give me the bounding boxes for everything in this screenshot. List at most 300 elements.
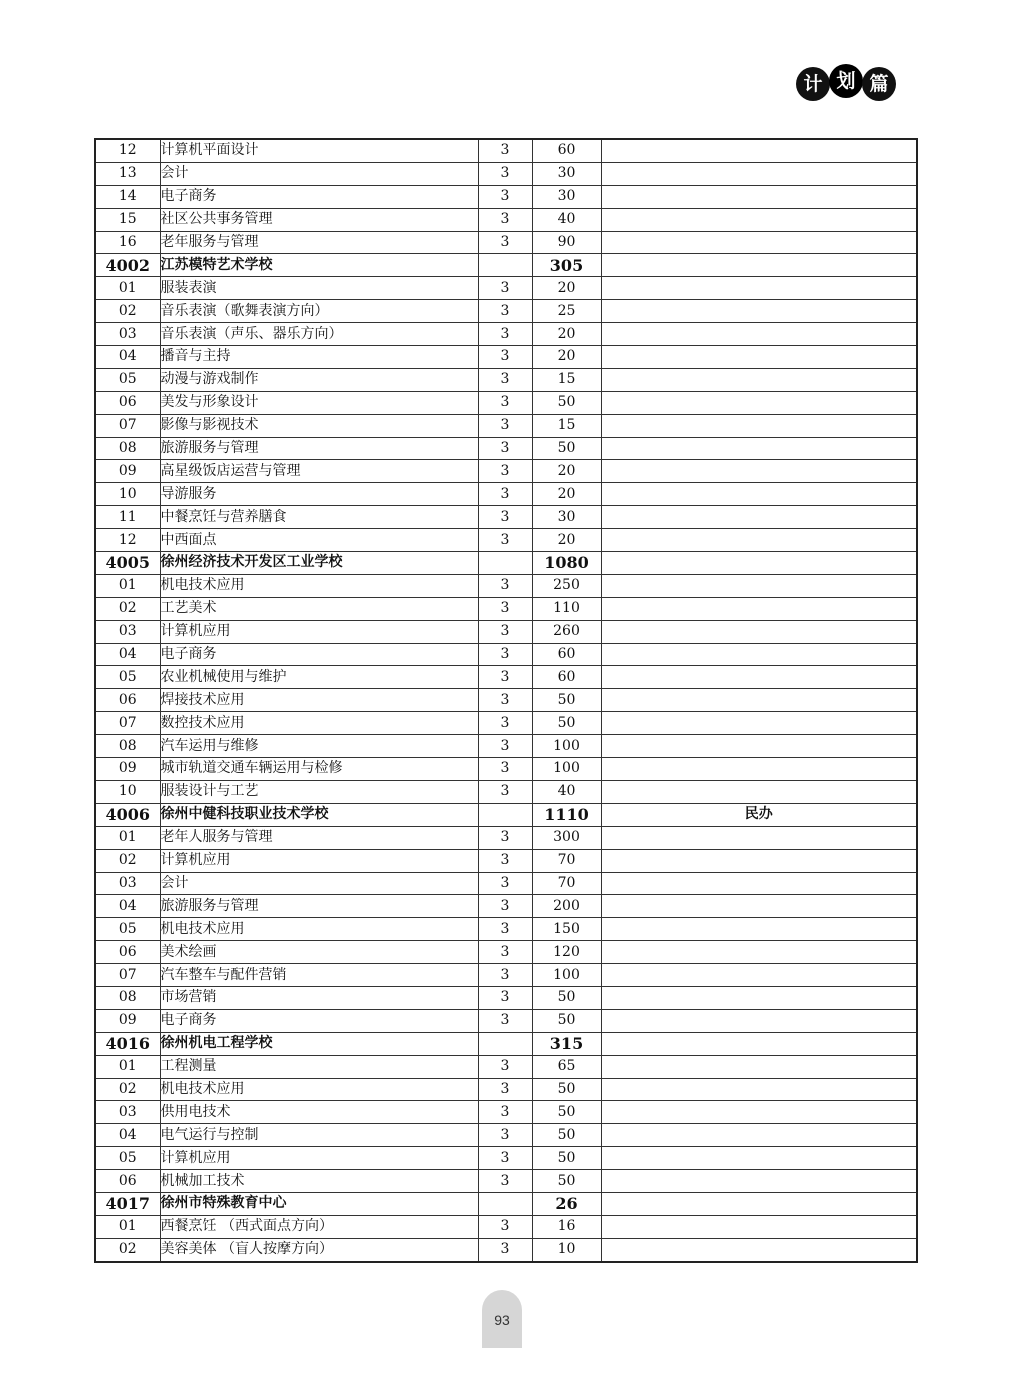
cell-years: 3 bbox=[478, 597, 532, 620]
table-row bbox=[95, 918, 917, 941]
cell-code: 01 bbox=[95, 574, 160, 597]
cell-note bbox=[601, 620, 917, 643]
table-row bbox=[95, 895, 917, 918]
table-row bbox=[95, 666, 917, 689]
logo-char-3: 篇 bbox=[862, 67, 896, 101]
cell-code: 4005 bbox=[95, 552, 160, 575]
cell-count: 100 bbox=[532, 758, 601, 781]
cell-name: 机电技术应用 bbox=[160, 574, 478, 597]
cell-note bbox=[601, 506, 917, 529]
cell-name: 服装设计与工艺 bbox=[160, 780, 478, 803]
cell-note bbox=[601, 826, 917, 849]
cell-name: 美发与形象设计 bbox=[160, 391, 478, 414]
cell-years: 3 bbox=[478, 872, 532, 895]
cell-code: 01 bbox=[95, 1055, 160, 1078]
cell-name: 供用电技术 bbox=[160, 1101, 478, 1124]
table-row bbox=[95, 620, 917, 643]
table-row bbox=[95, 414, 917, 437]
cell-note bbox=[601, 185, 917, 208]
table-row bbox=[95, 368, 917, 391]
cell-years: 3 bbox=[478, 620, 532, 643]
table-row bbox=[95, 1215, 917, 1238]
cell-code: 09 bbox=[95, 460, 160, 483]
logo-char-1: 计 bbox=[796, 67, 830, 101]
cell-code: 05 bbox=[95, 918, 160, 941]
cell-count: 50 bbox=[532, 1147, 601, 1170]
cell-name: 徐州经济技术开发区工业学校 bbox=[160, 552, 478, 575]
cell-years: 3 bbox=[478, 185, 532, 208]
table-row bbox=[95, 300, 917, 323]
cell-code: 14 bbox=[95, 185, 160, 208]
cell-code: 02 bbox=[95, 1238, 160, 1261]
cell-count: 65 bbox=[532, 1055, 601, 1078]
cell-note bbox=[601, 1032, 917, 1055]
cell-note bbox=[601, 1147, 917, 1170]
cell-name: 旅游服务与管理 bbox=[160, 437, 478, 460]
cell-note bbox=[601, 712, 917, 735]
cell-code: 02 bbox=[95, 1078, 160, 1101]
cell-years: 3 bbox=[478, 460, 532, 483]
cell-code: 06 bbox=[95, 941, 160, 964]
cell-count: 20 bbox=[532, 529, 601, 552]
cell-years: 3 bbox=[478, 323, 532, 346]
cell-note bbox=[601, 1101, 917, 1124]
cell-years: 3 bbox=[478, 1238, 532, 1261]
table-row bbox=[95, 391, 917, 414]
cell-name: 电子商务 bbox=[160, 185, 478, 208]
cell-code: 16 bbox=[95, 231, 160, 254]
cell-code: 08 bbox=[95, 986, 160, 1009]
cell-count: 315 bbox=[532, 1032, 601, 1055]
cell-count: 50 bbox=[532, 1124, 601, 1147]
cell-code: 03 bbox=[95, 323, 160, 346]
cell-note bbox=[601, 689, 917, 712]
table-row bbox=[95, 1124, 917, 1147]
cell-count: 50 bbox=[532, 1078, 601, 1101]
cell-note bbox=[601, 300, 917, 323]
cell-years: 3 bbox=[478, 758, 532, 781]
cell-code: 02 bbox=[95, 597, 160, 620]
cell-name: 电气运行与控制 bbox=[160, 1124, 478, 1147]
cell-count: 300 bbox=[532, 826, 601, 849]
cell-name: 计算机平面设计 bbox=[160, 139, 478, 162]
table-row bbox=[95, 1147, 917, 1170]
cell-count: 10 bbox=[532, 1238, 601, 1261]
page-number-tab bbox=[482, 1290, 522, 1348]
cell-note bbox=[601, 895, 917, 918]
cell-code: 04 bbox=[95, 1124, 160, 1147]
cell-note: 民办 bbox=[601, 803, 917, 826]
cell-name: 西餐烹饪 （西式面点方向） bbox=[160, 1215, 478, 1238]
cell-years: 3 bbox=[478, 826, 532, 849]
cell-code: 12 bbox=[95, 139, 160, 162]
cell-years bbox=[478, 254, 532, 277]
cell-count: 20 bbox=[532, 460, 601, 483]
cell-note bbox=[601, 597, 917, 620]
cell-code: 03 bbox=[95, 872, 160, 895]
table-row bbox=[95, 437, 917, 460]
cell-years: 3 bbox=[478, 346, 532, 369]
cell-count: 50 bbox=[532, 437, 601, 460]
cell-name: 计算机应用 bbox=[160, 620, 478, 643]
table-row bbox=[95, 597, 917, 620]
cell-count: 50 bbox=[532, 986, 601, 1009]
cell-name: 徐州中健科技职业技术学校 bbox=[160, 803, 478, 826]
table-row bbox=[95, 483, 917, 506]
cell-years: 3 bbox=[478, 529, 532, 552]
cell-count: 120 bbox=[532, 941, 601, 964]
table-row bbox=[95, 735, 917, 758]
cell-count: 26 bbox=[532, 1192, 601, 1215]
cell-code: 07 bbox=[95, 964, 160, 987]
cell-name: 影像与影视技术 bbox=[160, 414, 478, 437]
cell-note bbox=[601, 735, 917, 758]
cell-name: 工艺美术 bbox=[160, 597, 478, 620]
cell-code: 11 bbox=[95, 506, 160, 529]
cell-code: 4006 bbox=[95, 803, 160, 826]
cell-years: 3 bbox=[478, 941, 532, 964]
cell-count: 30 bbox=[532, 162, 601, 185]
cell-name: 中餐烹饪与营养膳食 bbox=[160, 506, 478, 529]
table-row bbox=[95, 872, 917, 895]
cell-count: 20 bbox=[532, 483, 601, 506]
cell-note bbox=[601, 368, 917, 391]
cell-years: 3 bbox=[478, 483, 532, 506]
cell-code: 08 bbox=[95, 735, 160, 758]
cell-count: 40 bbox=[532, 780, 601, 803]
cell-name: 电子商务 bbox=[160, 643, 478, 666]
cell-years: 3 bbox=[478, 300, 532, 323]
cell-years: 3 bbox=[478, 1009, 532, 1032]
cell-count: 70 bbox=[532, 849, 601, 872]
cell-count: 30 bbox=[532, 185, 601, 208]
cell-years: 3 bbox=[478, 437, 532, 460]
cell-code: 13 bbox=[95, 162, 160, 185]
cell-years bbox=[478, 552, 532, 575]
cell-code: 03 bbox=[95, 620, 160, 643]
cell-years: 3 bbox=[478, 666, 532, 689]
cell-count: 16 bbox=[532, 1215, 601, 1238]
cell-note bbox=[601, 391, 917, 414]
cell-name: 社区公共事务管理 bbox=[160, 208, 478, 231]
cell-code: 03 bbox=[95, 1101, 160, 1124]
cell-code: 05 bbox=[95, 666, 160, 689]
cell-note bbox=[601, 483, 917, 506]
page-number: 93 bbox=[494, 1312, 510, 1328]
cell-name: 音乐表演（声乐、器乐方向） bbox=[160, 323, 478, 346]
table-row bbox=[95, 780, 917, 803]
table-row bbox=[95, 849, 917, 872]
cell-code: 05 bbox=[95, 1147, 160, 1170]
cell-years: 3 bbox=[478, 1078, 532, 1101]
cell-years: 3 bbox=[478, 574, 532, 597]
cell-years: 3 bbox=[478, 1124, 532, 1147]
cell-note bbox=[601, 666, 917, 689]
cell-count: 100 bbox=[532, 735, 601, 758]
cell-years: 3 bbox=[478, 1055, 532, 1078]
cell-years: 3 bbox=[478, 918, 532, 941]
cell-years: 3 bbox=[478, 712, 532, 735]
cell-name: 动漫与游戏制作 bbox=[160, 368, 478, 391]
table-row bbox=[95, 712, 917, 735]
table-row bbox=[95, 529, 917, 552]
cell-count: 15 bbox=[532, 368, 601, 391]
cell-name: 徐州市特殊教育中心 bbox=[160, 1192, 478, 1215]
cell-years: 3 bbox=[478, 895, 532, 918]
cell-code: 09 bbox=[95, 758, 160, 781]
table-row bbox=[95, 574, 917, 597]
cell-count: 100 bbox=[532, 964, 601, 987]
table-row bbox=[95, 208, 917, 231]
cell-note bbox=[601, 574, 917, 597]
cell-code: 08 bbox=[95, 437, 160, 460]
cell-note bbox=[601, 1055, 917, 1078]
cell-code: 04 bbox=[95, 346, 160, 369]
cell-name: 老年人服务与管理 bbox=[160, 826, 478, 849]
cell-name: 市场营销 bbox=[160, 986, 478, 1009]
cell-note bbox=[601, 460, 917, 483]
cell-note bbox=[601, 231, 917, 254]
table-row bbox=[95, 941, 917, 964]
cell-years: 3 bbox=[478, 1101, 532, 1124]
cell-count: 50 bbox=[532, 391, 601, 414]
school-row bbox=[95, 254, 917, 277]
cell-years bbox=[478, 803, 532, 826]
cell-years bbox=[478, 1192, 532, 1215]
cell-code: 09 bbox=[95, 1009, 160, 1032]
table-row bbox=[95, 1101, 917, 1124]
table-row bbox=[95, 1009, 917, 1032]
cell-name: 计算机应用 bbox=[160, 1147, 478, 1170]
cell-code: 04 bbox=[95, 895, 160, 918]
cell-years: 3 bbox=[478, 208, 532, 231]
cell-name: 老年服务与管理 bbox=[160, 231, 478, 254]
cell-name: 电子商务 bbox=[160, 1009, 478, 1032]
cell-name: 汽车整车与配件营销 bbox=[160, 964, 478, 987]
cell-name: 徐州机电工程学校 bbox=[160, 1032, 478, 1055]
cell-count: 60 bbox=[532, 666, 601, 689]
cell-note bbox=[601, 552, 917, 575]
cell-years: 3 bbox=[478, 780, 532, 803]
cell-code: 4017 bbox=[95, 1192, 160, 1215]
cell-code: 12 bbox=[95, 529, 160, 552]
table-row bbox=[95, 758, 917, 781]
table-row bbox=[95, 1078, 917, 1101]
cell-years: 3 bbox=[478, 277, 532, 300]
cell-count: 30 bbox=[532, 506, 601, 529]
cell-count: 1110 bbox=[532, 803, 601, 826]
cell-years: 3 bbox=[478, 849, 532, 872]
cell-note bbox=[601, 208, 917, 231]
cell-code: 06 bbox=[95, 1170, 160, 1193]
cell-code: 01 bbox=[95, 277, 160, 300]
cell-name: 城市轨道交通车辆运用与检修 bbox=[160, 758, 478, 781]
cell-count: 50 bbox=[532, 1009, 601, 1032]
cell-count: 150 bbox=[532, 918, 601, 941]
cell-code: 15 bbox=[95, 208, 160, 231]
cell-name: 高星级饭店运营与管理 bbox=[160, 460, 478, 483]
cell-count: 70 bbox=[532, 872, 601, 895]
table-row bbox=[95, 826, 917, 849]
cell-count: 25 bbox=[532, 300, 601, 323]
cell-count: 20 bbox=[532, 277, 601, 300]
cell-count: 60 bbox=[532, 643, 601, 666]
cell-years: 3 bbox=[478, 986, 532, 1009]
table-row bbox=[95, 231, 917, 254]
table-body bbox=[95, 139, 917, 1262]
cell-name: 机械加工技术 bbox=[160, 1170, 478, 1193]
cell-years: 3 bbox=[478, 414, 532, 437]
table-row bbox=[95, 277, 917, 300]
cell-name: 会计 bbox=[160, 872, 478, 895]
cell-years: 3 bbox=[478, 231, 532, 254]
table-row bbox=[95, 1238, 917, 1261]
cell-count: 260 bbox=[532, 620, 601, 643]
cell-count: 200 bbox=[532, 895, 601, 918]
cell-count: 50 bbox=[532, 712, 601, 735]
cell-name: 旅游服务与管理 bbox=[160, 895, 478, 918]
cell-name: 焊接技术应用 bbox=[160, 689, 478, 712]
cell-note bbox=[601, 323, 917, 346]
cell-note bbox=[601, 414, 917, 437]
cell-code: 10 bbox=[95, 483, 160, 506]
cell-code: 4016 bbox=[95, 1032, 160, 1055]
cell-name: 工程测量 bbox=[160, 1055, 478, 1078]
cell-count: 90 bbox=[532, 231, 601, 254]
cell-years: 3 bbox=[478, 391, 532, 414]
table-row bbox=[95, 323, 917, 346]
cell-name: 计算机应用 bbox=[160, 849, 478, 872]
cell-note bbox=[601, 643, 917, 666]
cell-note bbox=[601, 918, 917, 941]
school-row bbox=[95, 1032, 917, 1055]
cell-note bbox=[601, 1124, 917, 1147]
cell-count: 50 bbox=[532, 1101, 601, 1124]
cell-note bbox=[601, 1215, 917, 1238]
cell-code: 07 bbox=[95, 414, 160, 437]
cell-count: 305 bbox=[532, 254, 601, 277]
cell-note bbox=[601, 437, 917, 460]
cell-count: 1080 bbox=[532, 552, 601, 575]
cell-count: 50 bbox=[532, 689, 601, 712]
cell-code: 07 bbox=[95, 712, 160, 735]
cell-years: 3 bbox=[478, 1215, 532, 1238]
cell-name: 服装表演 bbox=[160, 277, 478, 300]
cell-note bbox=[601, 964, 917, 987]
cell-count: 40 bbox=[532, 208, 601, 231]
cell-name: 机电技术应用 bbox=[160, 1078, 478, 1101]
cell-count: 60 bbox=[532, 139, 601, 162]
table-row bbox=[95, 185, 917, 208]
cell-count: 20 bbox=[532, 323, 601, 346]
school-row bbox=[95, 1192, 917, 1215]
cell-count: 15 bbox=[532, 414, 601, 437]
cell-code: 05 bbox=[95, 368, 160, 391]
cell-code: 06 bbox=[95, 689, 160, 712]
table-row bbox=[95, 964, 917, 987]
table-row bbox=[95, 643, 917, 666]
cell-note bbox=[601, 162, 917, 185]
cell-name: 数控技术应用 bbox=[160, 712, 478, 735]
cell-count: 250 bbox=[532, 574, 601, 597]
cell-code: 02 bbox=[95, 849, 160, 872]
cell-note bbox=[601, 254, 917, 277]
school-row bbox=[95, 552, 917, 575]
cell-code: 02 bbox=[95, 300, 160, 323]
cell-name: 江苏模特艺术学校 bbox=[160, 254, 478, 277]
cell-note bbox=[601, 1009, 917, 1032]
cell-name: 汽车运用与维修 bbox=[160, 735, 478, 758]
table-row bbox=[95, 986, 917, 1009]
cell-name: 美容美体 （盲人按摩方向） bbox=[160, 1238, 478, 1261]
cell-count: 20 bbox=[532, 346, 601, 369]
cell-note bbox=[601, 1170, 917, 1193]
table-row bbox=[95, 346, 917, 369]
cell-years: 3 bbox=[478, 964, 532, 987]
cell-name: 音乐表演（歌舞表演方向） bbox=[160, 300, 478, 323]
cell-name: 会计 bbox=[160, 162, 478, 185]
cell-name: 机电技术应用 bbox=[160, 918, 478, 941]
cell-count: 110 bbox=[532, 597, 601, 620]
cell-code: 01 bbox=[95, 826, 160, 849]
table-row bbox=[95, 689, 917, 712]
cell-years: 3 bbox=[478, 139, 532, 162]
cell-years: 3 bbox=[478, 1170, 532, 1193]
cell-name: 农业机械使用与维护 bbox=[160, 666, 478, 689]
cell-years: 3 bbox=[478, 735, 532, 758]
enrollment-plan-table bbox=[94, 138, 918, 1263]
cell-code: 06 bbox=[95, 391, 160, 414]
cell-years: 3 bbox=[478, 506, 532, 529]
cell-note bbox=[601, 941, 917, 964]
table-row bbox=[95, 139, 917, 162]
cell-note bbox=[601, 1078, 917, 1101]
table-row bbox=[95, 460, 917, 483]
cell-note bbox=[601, 872, 917, 895]
cell-count: 50 bbox=[532, 1170, 601, 1193]
cell-years: 3 bbox=[478, 1147, 532, 1170]
cell-note bbox=[601, 139, 917, 162]
cell-years: 3 bbox=[478, 162, 532, 185]
cell-note bbox=[601, 780, 917, 803]
cell-name: 美术绘画 bbox=[160, 941, 478, 964]
cell-name: 播音与主持 bbox=[160, 346, 478, 369]
cell-years bbox=[478, 1032, 532, 1055]
cell-note bbox=[601, 346, 917, 369]
cell-name: 导游服务 bbox=[160, 483, 478, 506]
cell-note bbox=[601, 1192, 917, 1215]
cell-code: 10 bbox=[95, 780, 160, 803]
table-row bbox=[95, 1055, 917, 1078]
cell-code: 4002 bbox=[95, 254, 160, 277]
cell-note bbox=[601, 758, 917, 781]
cell-years: 3 bbox=[478, 368, 532, 391]
school-row bbox=[95, 803, 917, 826]
section-logo bbox=[796, 64, 900, 104]
table-row bbox=[95, 506, 917, 529]
cell-name: 中西面点 bbox=[160, 529, 478, 552]
cell-note bbox=[601, 849, 917, 872]
cell-years: 3 bbox=[478, 643, 532, 666]
cell-note bbox=[601, 277, 917, 300]
cell-years: 3 bbox=[478, 689, 532, 712]
cell-note bbox=[601, 1238, 917, 1261]
logo-char-2: 划 bbox=[829, 64, 863, 98]
cell-code: 04 bbox=[95, 643, 160, 666]
cell-note bbox=[601, 529, 917, 552]
cell-code: 01 bbox=[95, 1215, 160, 1238]
cell-note bbox=[601, 986, 917, 1009]
